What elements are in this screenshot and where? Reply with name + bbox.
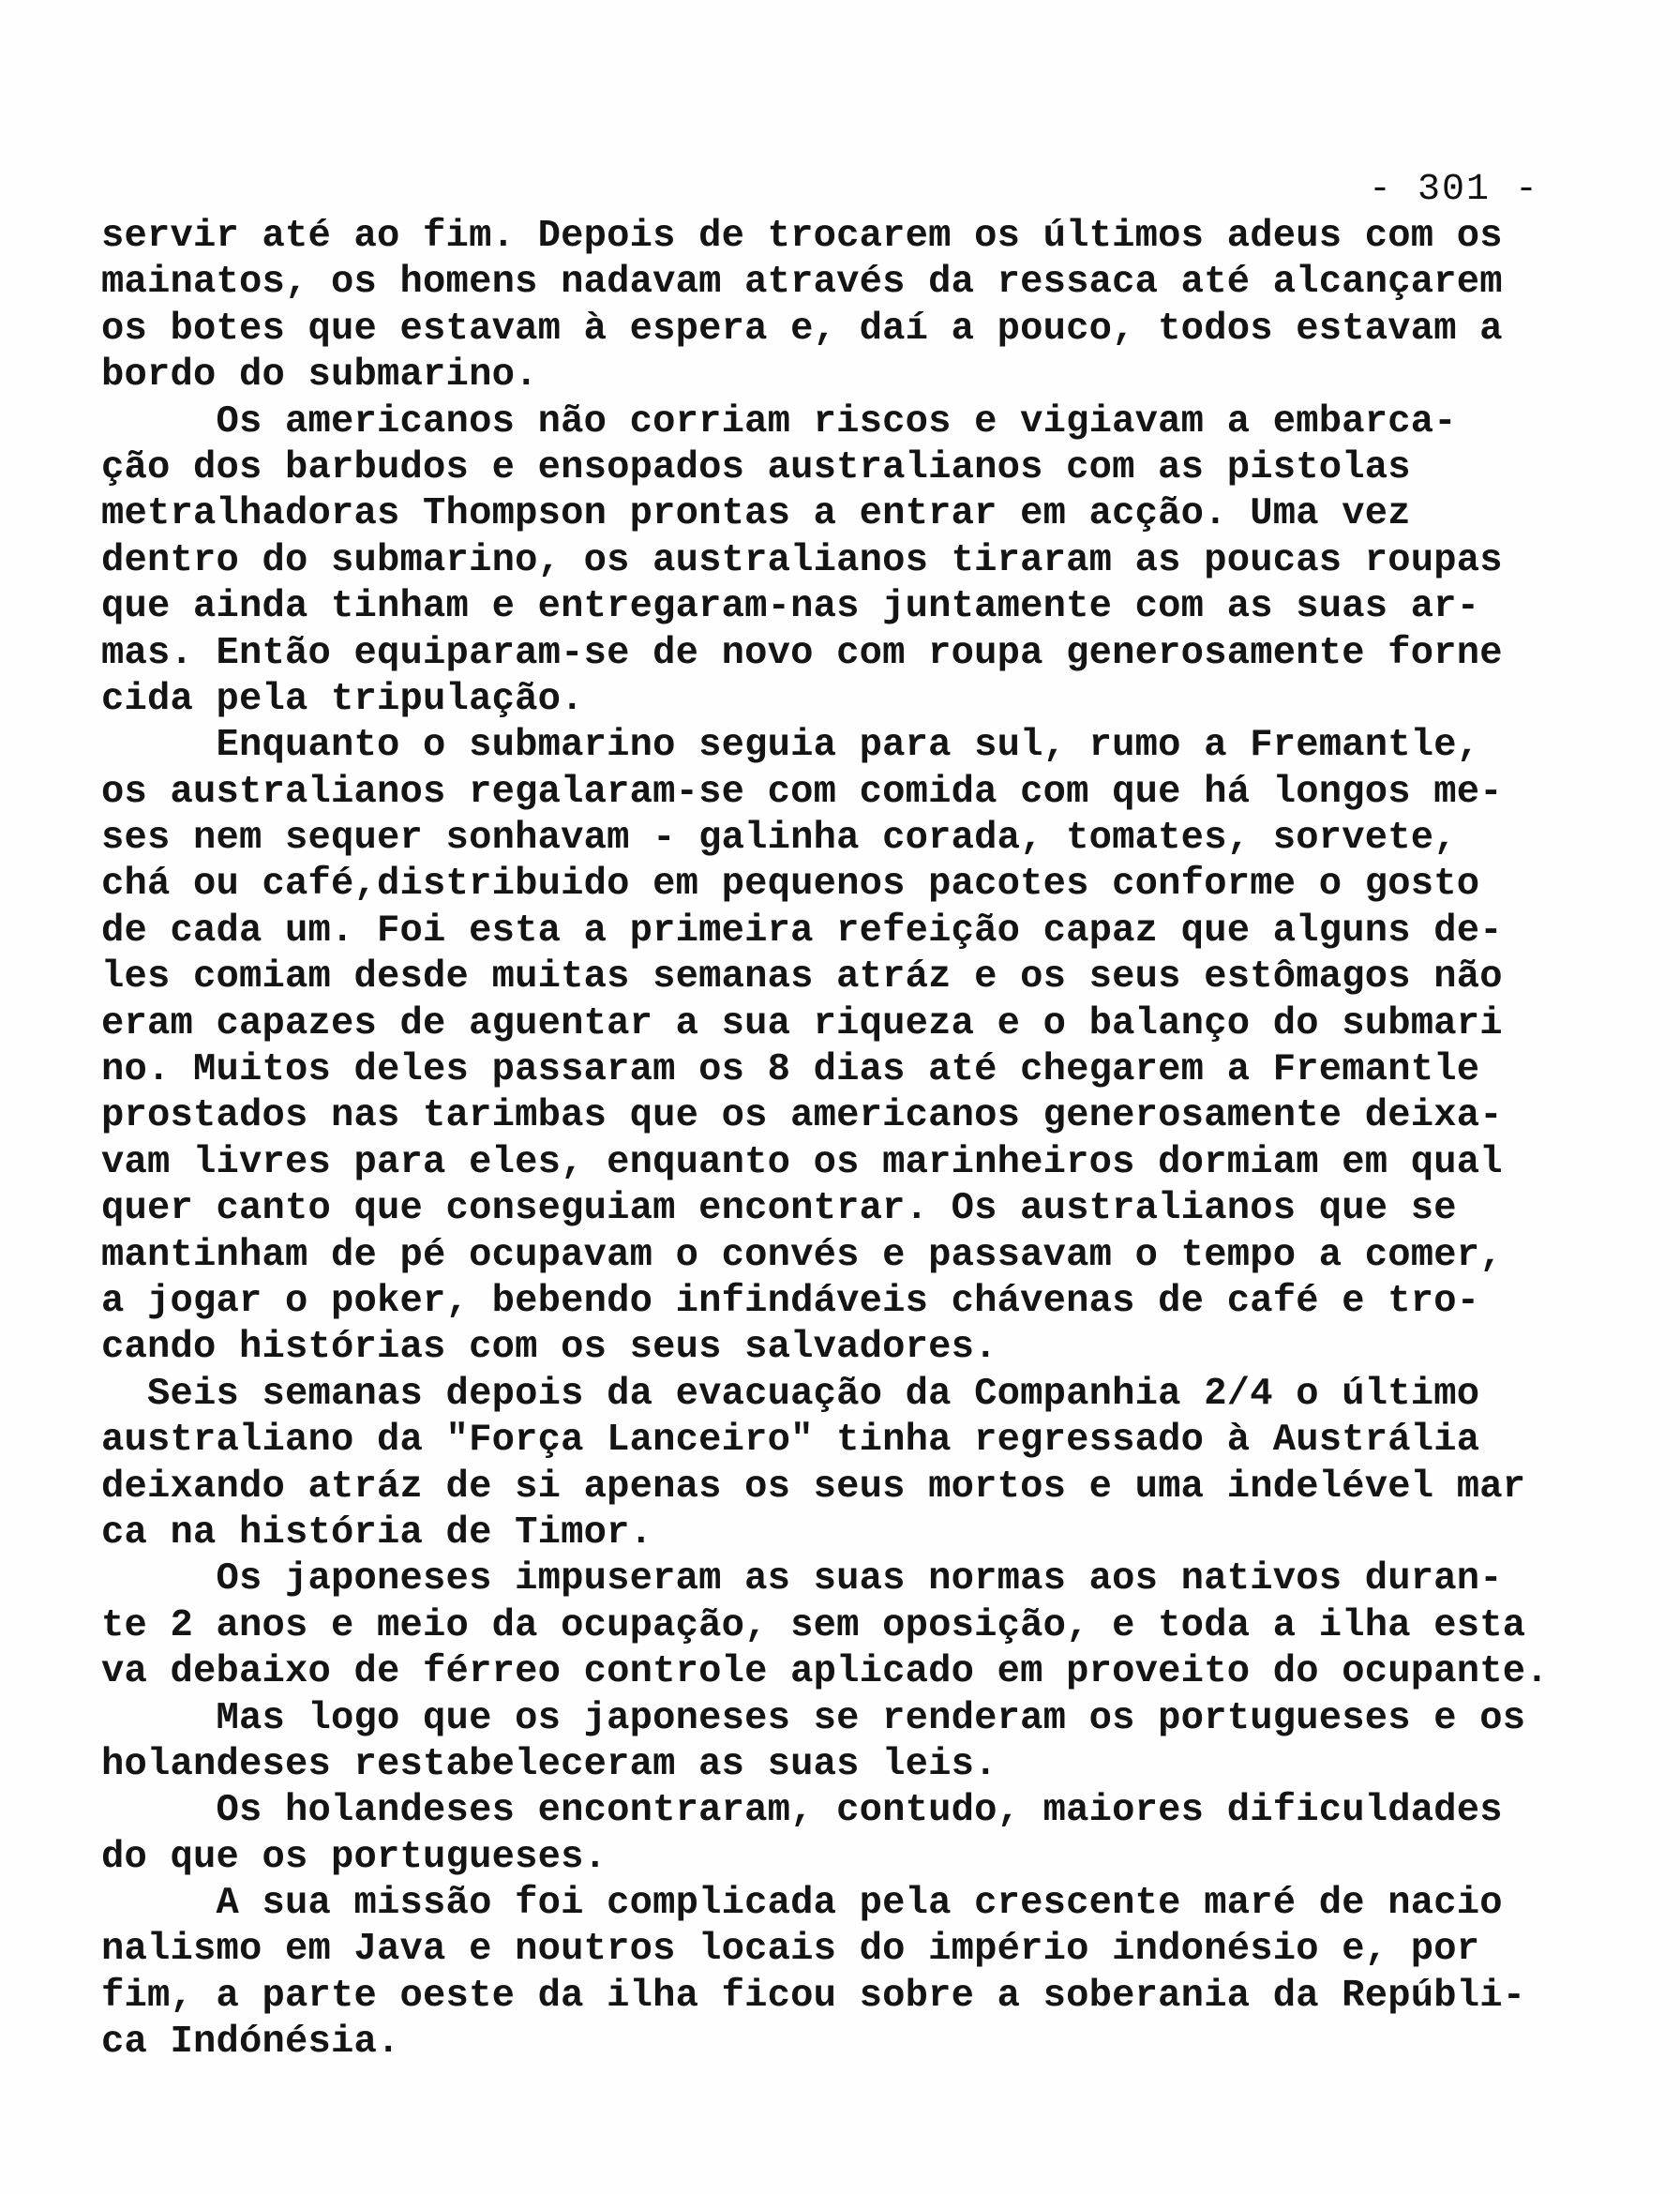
text-line: deixando atráz de si apenas os seus mortos e uma indelével mar	[101, 1465, 1526, 1509]
text-line: Os japoneses impuseram as suas normas aos nativos duran-	[101, 1557, 1503, 1601]
text-line: os botes que estavam à espera e, daí a pouco, todos estavam a	[101, 307, 1503, 351]
text-line: Os americanos não corriam riscos e vigiavam a embarca-	[101, 399, 1457, 443]
text-line: te 2 anos e meio da ocupação, sem oposição, e toda a ilha esta	[101, 1603, 1526, 1647]
text-line: eram capazes de aguentar a sua riqueza e o balanço do submari	[101, 1001, 1503, 1045]
page-number: - 301 -	[1369, 169, 1540, 211]
text-line: prostados nas tarimbas que os americanos generosamente deixa-	[101, 1094, 1503, 1138]
text-line: australiano da "Força Lanceiro" tinha regressado à Austrália	[101, 1419, 1480, 1463]
text-line: va debaixo de férreo controle aplicado em proveito do ocupante.	[101, 1650, 1549, 1694]
text-line: mainatos, os homens nadavam através da ressaca até alcançarem	[101, 261, 1503, 305]
text-line: mas. Então equiparam-se de novo com roupa generosamente forne	[101, 631, 1503, 675]
text-line: mantinham de pé ocupavam o convés e passavam o tempo a comer,	[101, 1233, 1503, 1277]
text-line: chá ou café,distribuido em pequenos pacotes conforme o gosto	[101, 863, 1480, 907]
text-line: a jogar o poker, bebendo infindáveis chávenas de café e tro-	[101, 1279, 1480, 1323]
text-line: ção dos barbudos e ensopados australianos com as pistolas	[101, 445, 1411, 489]
text-line: fim, a parte oeste da ilha ficou sobre a soberania da Repúbli-	[101, 1974, 1526, 2018]
body-text	[101, 214, 1549, 2066]
text-line: Os holandeses encontraram, contudo, maiores dificuldades	[101, 1789, 1503, 1833]
text-line: metralhadoras Thompson prontas a entrar em acção. Uma vez	[101, 492, 1411, 536]
text-line: Seis semanas depois da evacuação da Companhia 2/4 o último	[101, 1372, 1480, 1416]
text-line: les comiam desde muitas semanas atráz e os seus estômagos não	[101, 955, 1503, 999]
text-line: quer canto que conseguiam encontrar. Os australianos que se	[101, 1187, 1457, 1231]
text-line: os australianos regalaram-se com comida com que há longos me-	[101, 770, 1503, 814]
text-line: dentro do submarino, os australianos tiraram as poucas roupas	[101, 538, 1503, 582]
text-line: cando histórias com os seus salvadores.	[101, 1326, 998, 1370]
text-line: cida pela tripulação.	[101, 677, 584, 721]
text-line: ca Indónésia.	[101, 2021, 400, 2065]
text-line: holandeses restabeleceram as suas leis.	[101, 1742, 998, 1786]
text-line: Mas logo que os japoneses se renderam os portugueses e os	[101, 1696, 1526, 1740]
text-line: que ainda tinham e entregaram-nas juntamente com as suas ar-	[101, 585, 1480, 629]
text-line: A sua missão foi complicada pela crescente maré de nacio	[101, 1882, 1503, 1926]
text-line: nalismo em Java e noutros locais do império indonésio e, por	[101, 1928, 1480, 1972]
text-line: ses nem sequer sonhavam - galinha corada, tomates, sorvete,	[101, 817, 1457, 861]
text-line: bordo do submarino.	[101, 353, 538, 398]
text-line: do que os portugueses.	[101, 1835, 608, 1879]
text-line: ca na história de Timor.	[101, 1510, 653, 1555]
text-line: Enquanto o submarino seguia para sul, rumo a Fremantle,	[101, 724, 1480, 768]
text-line: vam livres para eles, enquanto os marinheiros dormiam em qual	[101, 1140, 1503, 1184]
text-line: servir até ao fim. Depois de trocarem os últimos adeus com os	[101, 215, 1503, 258]
text-line: no. Muitos deles passaram os 8 dias até chegarem a Fremantle	[101, 1048, 1480, 1092]
text-line: de cada um. Foi esta a primeira refeição capaz que alguns de-	[101, 909, 1503, 953]
